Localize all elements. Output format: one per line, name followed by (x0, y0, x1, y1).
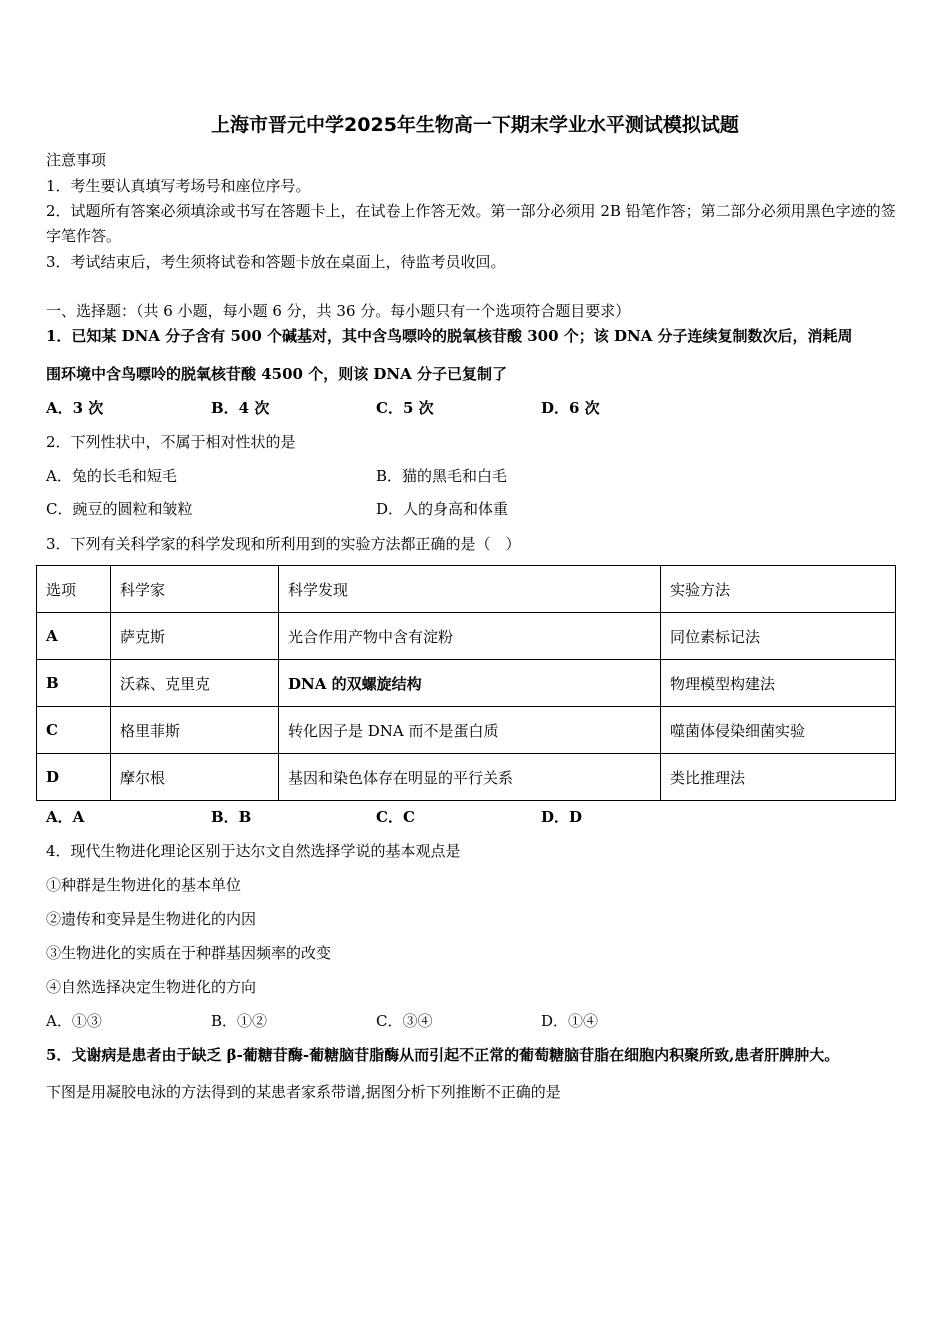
table-row (37, 707, 896, 754)
table-row (37, 754, 896, 801)
table-row (37, 660, 896, 707)
table-header-cell: 选项 (37, 566, 111, 613)
table-header-cell: 实验方法 (661, 566, 896, 613)
table-cell: B (37, 660, 111, 707)
q4-statement-2: ②遗传和变异是生物进化的内因 (46, 910, 257, 928)
q3-stem: 3．下列有关科学家的科学发现和所利用到的实验方法都正确的是（ ） (46, 535, 521, 553)
notice-item-2: 2．试题所有答案必须填涂或书写在答题卡上，在试卷上作答无效。第一部分必须用 2B 铅笔作答；第二部分必须用黑色字迹的签字笔作答。 (46, 202, 896, 245)
page-title: 上海市晋元中学2025年生物高一下期末学业水平测试模拟试题 (211, 114, 739, 136)
q4-stem: 4．现代生物进化理论区别于达尔文自然选择学说的基本观点是 (46, 842, 461, 860)
notice-heading: 注意事项 (46, 151, 107, 169)
q4-option-d: D．①④ (541, 1012, 599, 1030)
q4-statement-3: ③生物进化的实质在于种群基因频率的改变 (46, 944, 332, 962)
table-row (37, 613, 896, 660)
table-cell: 物理模型构建法 (661, 660, 896, 707)
q1-option-d: D．6 次 (541, 399, 600, 417)
q2-stem: 2．下列性状中，不属于相对性状的是 (46, 433, 296, 451)
q1-stem-line1: 1．已知某 DNA 分子含有 500 个碱基对，其中含鸟嘌呤的脱氧核苷酸 300 个；该 DNA 分子连续复制数次后，消耗周 (46, 327, 853, 345)
section-heading: 一、选择题：（共 6 小题，每小题 6 分，共 36 分。每小题只有一个选项符合题目要求） (46, 302, 631, 320)
q3-option-a: A．A (46, 808, 85, 826)
table-cell: DNA 的双螺旋结构 (279, 660, 661, 707)
table-cell: 格里菲斯 (111, 707, 279, 754)
table-cell: 转化因子是 DNA 而不是蛋白质 (279, 707, 661, 754)
table-cell: 摩尔根 (111, 754, 279, 801)
table-cell: C (37, 707, 111, 754)
q2-option-d: D．人的身高和体重 (376, 500, 509, 518)
table-header-cell: 科学发现 (279, 566, 661, 613)
q5-stem-line1: 5．戈谢病是患者由于缺乏 β-葡糖苷酶-葡糖脑苷脂酶从而引起不正常的葡萄糖脑苷脂在细胞内积聚所致,患者肝脾肿大。 (46, 1046, 840, 1064)
q1-option-c: C．5 次 (376, 399, 434, 417)
q4-option-c: C．③④ (376, 1012, 433, 1030)
table-cell: D (37, 754, 111, 801)
q2-option-a: A．兔的长毛和短毛 (46, 467, 177, 485)
q4-statement-4: ④自然选择决定生物进化的方向 (46, 978, 257, 996)
table-cell: 萨克斯 (111, 613, 279, 660)
q4-option-b: B．①② (211, 1012, 268, 1030)
notice-item-1: 1．考生要认真填写考场号和座位序号。 (46, 177, 311, 195)
table-header-cell: 科学家 (111, 566, 279, 613)
q3-option-d: D．D (541, 808, 583, 826)
q3-option-c: C．C (376, 808, 415, 826)
q4-statement-1: ①种群是生物进化的基本单位 (46, 876, 242, 894)
table-cell: 类比推理法 (661, 754, 896, 801)
table-cell: 沃森、克里克 (111, 660, 279, 707)
q4-option-a: A．①③ (46, 1012, 102, 1030)
q2-option-c: C．豌豆的圆粒和皱粒 (46, 500, 193, 518)
table-cell: 噬菌体侵染细菌实验 (661, 707, 896, 754)
q3-option-b: B．B (211, 808, 252, 826)
table-cell: A (37, 613, 111, 660)
q2-option-b: B．猫的黑毛和白毛 (376, 467, 508, 485)
q3-table (36, 565, 896, 801)
q5-stem-line2: 下图是用凝胶电泳的方法得到的某患者家系带谱,据图分析下列推断不正确的是 (46, 1083, 561, 1101)
q1-option-b: B．4 次 (211, 399, 270, 417)
table-cell: 同位素标记法 (661, 613, 896, 660)
table-header-row (37, 566, 896, 613)
notice-item-3: 3．考试结束后，考生须将试卷和答题卡放在桌面上，待监考员收回。 (46, 253, 506, 271)
q1-stem-line2: 围环境中含鸟嘌呤的脱氧核苷酸 4500 个，则该 DNA 分子已复制了 (46, 365, 507, 383)
q1-option-a: A．3 次 (46, 399, 104, 417)
table-cell: 基因和染色体存在明显的平行关系 (279, 754, 661, 801)
table-cell: 光合作用产物中含有淀粉 (279, 613, 661, 660)
